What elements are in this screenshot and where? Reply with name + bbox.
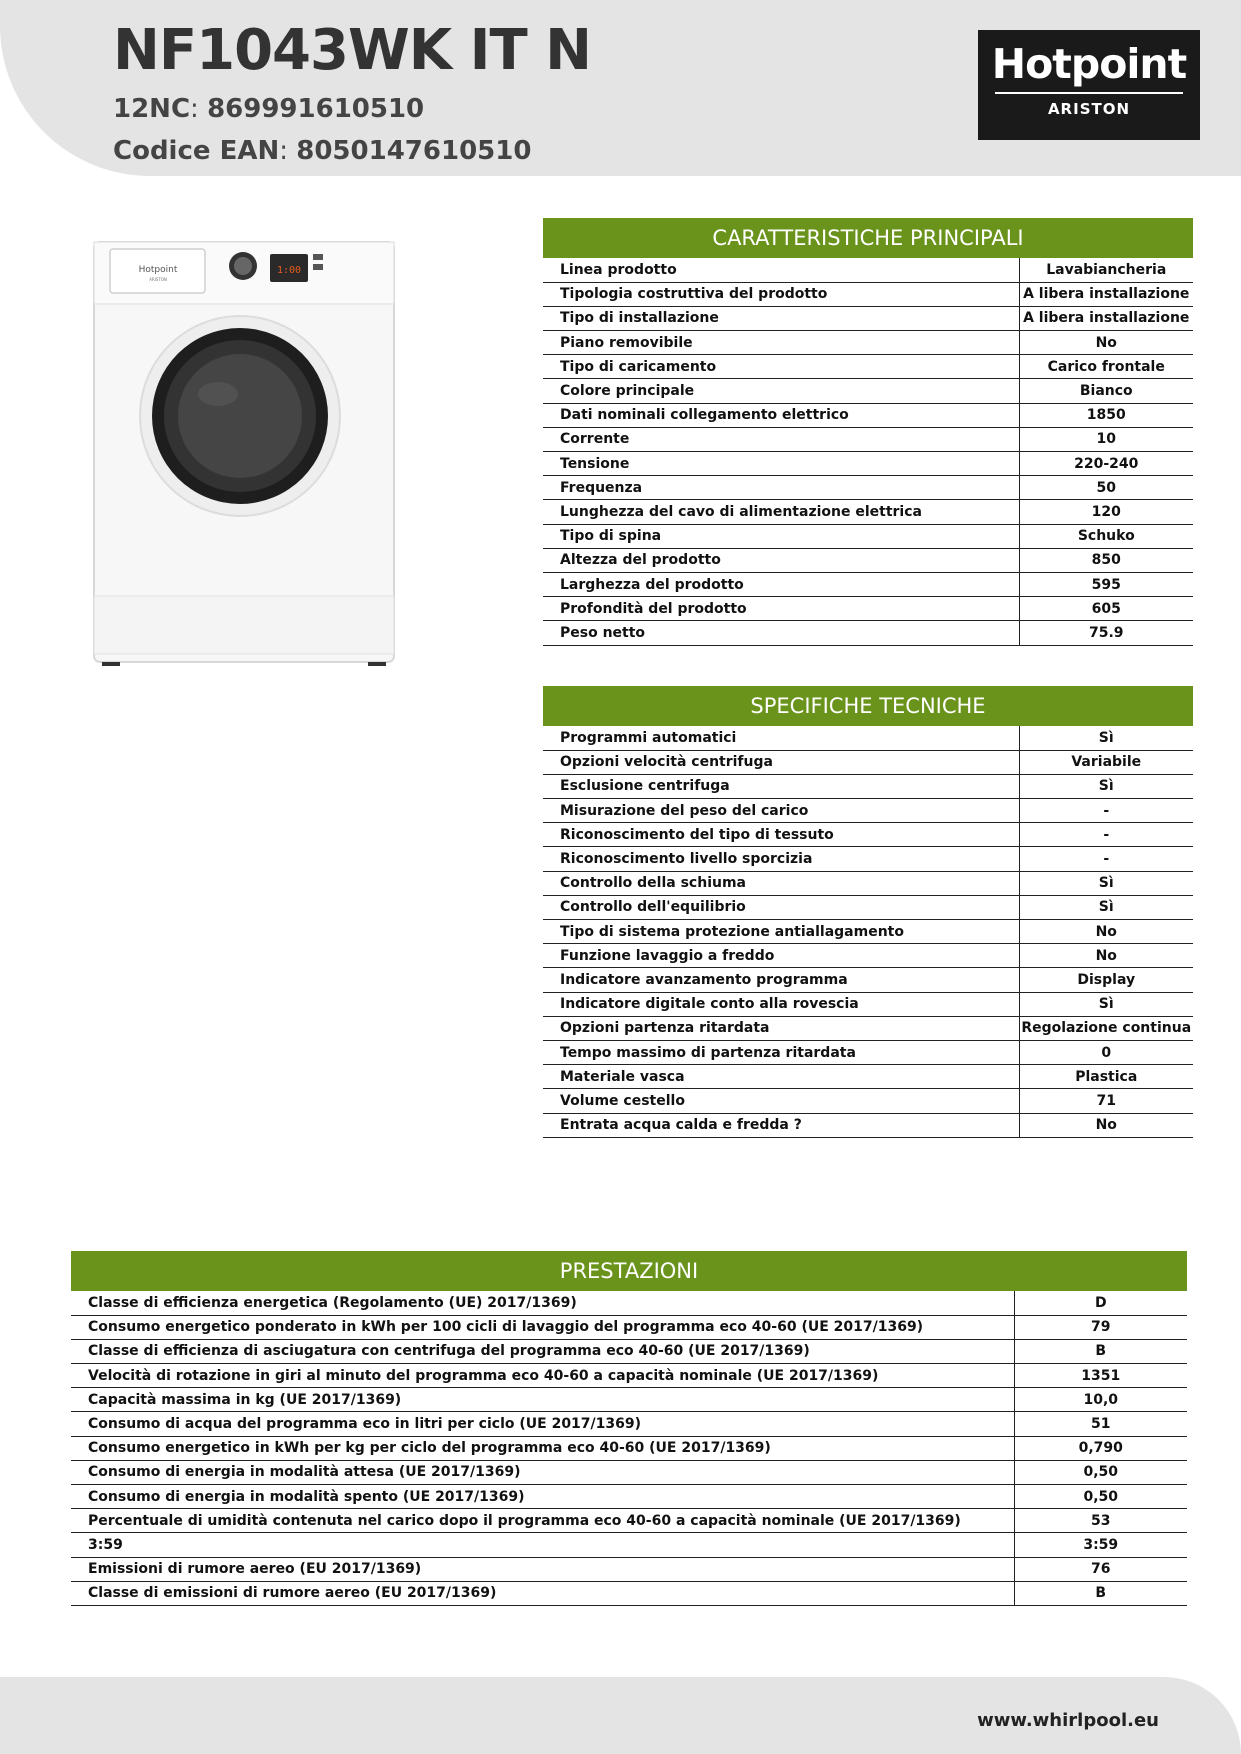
- row-label: Indicatore avanzamento programma: [543, 968, 1019, 992]
- row-label: Volume cestello: [543, 1089, 1019, 1113]
- row-label: Consumo di energia in modalità attesa (UE 2017/1369): [71, 1460, 1014, 1484]
- table-row: [71, 1364, 1187, 1388]
- row-value: -: [1019, 799, 1193, 823]
- row-value: No: [1019, 1113, 1193, 1137]
- table-row: [71, 1291, 1187, 1315]
- section-perf-title: PRESTAZIONI: [71, 1251, 1187, 1291]
- logo-sub: ARISTON: [1047, 100, 1131, 118]
- row-value: Sì: [1019, 992, 1193, 1016]
- row-value: No: [1019, 920, 1193, 944]
- row-label: Classe di emissioni di rumore aereo (EU 2017/1369): [71, 1581, 1014, 1605]
- section-tech-title: SPECIFICHE TECNICHE: [543, 686, 1193, 726]
- row-value: 0,50: [1014, 1460, 1187, 1484]
- row-label: Tipo di sistema protezione antiallagamento: [543, 920, 1019, 944]
- row-value: 75.9: [1019, 621, 1193, 645]
- ean-line: Codice EAN: 8050147610510: [113, 136, 532, 166]
- ean-value: 8050147610510: [296, 136, 532, 166]
- table-row: [543, 726, 1193, 750]
- row-label: Opzioni velocità centrifuga: [543, 750, 1019, 774]
- section-main: [543, 218, 1193, 646]
- row-label: Funzione lavaggio a freddo: [543, 944, 1019, 968]
- row-value: 50: [1019, 476, 1193, 500]
- table-row: [71, 1557, 1187, 1581]
- row-label: Tipologia costruttiva del prodotto: [543, 282, 1019, 306]
- table-row: [543, 1016, 1193, 1040]
- table-row: [543, 282, 1193, 306]
- row-value: Sì: [1019, 774, 1193, 798]
- row-value: Bianco: [1019, 379, 1193, 403]
- table-row: [71, 1485, 1187, 1509]
- row-value: Lavabiancheria: [1019, 258, 1193, 282]
- row-label: Tipo di installazione: [543, 306, 1019, 330]
- image-brand: Hotpoint: [138, 265, 178, 275]
- row-value: 10: [1019, 427, 1193, 451]
- row-value: D: [1014, 1291, 1187, 1315]
- table-row: [543, 258, 1193, 282]
- row-label: Colore principale: [543, 379, 1019, 403]
- row-value: 220-240: [1019, 452, 1193, 476]
- table-row: [543, 823, 1193, 847]
- row-value: A libera installazione: [1019, 282, 1193, 306]
- section-tech: [543, 686, 1193, 1138]
- table-row: [71, 1388, 1187, 1412]
- row-label: Controllo dell'equilibrio: [543, 895, 1019, 919]
- row-label: Percentuale di umidità contenuta nel carico dopo il programma eco 40-60 a capacità nominale (UE 2017/1369): [71, 1509, 1014, 1533]
- table-row: [71, 1533, 1187, 1557]
- row-label: 3:59: [71, 1533, 1014, 1557]
- row-label: Indicatore digitale conto alla rovescia: [543, 992, 1019, 1016]
- table-row: [543, 774, 1193, 798]
- washing-machine-image: [88, 234, 400, 670]
- row-label: Corrente: [543, 427, 1019, 451]
- row-label: Dati nominali collegamento elettrico: [543, 403, 1019, 427]
- row-value: Sì: [1019, 871, 1193, 895]
- row-value: 1351: [1014, 1364, 1187, 1388]
- row-value: B: [1014, 1339, 1187, 1363]
- table-row: [543, 992, 1193, 1016]
- row-label: Frequenza: [543, 476, 1019, 500]
- row-value: 10,0: [1014, 1388, 1187, 1412]
- row-value: 0: [1019, 1040, 1193, 1064]
- row-value: 0,790: [1014, 1436, 1187, 1460]
- table-row: [543, 427, 1193, 451]
- row-label: Larghezza del prodotto: [543, 572, 1019, 596]
- row-label: Opzioni partenza ritardata: [543, 1016, 1019, 1040]
- table-row: [71, 1315, 1187, 1339]
- row-label: Classe di efficienza energetica (Regolamento (UE) 2017/1369): [71, 1291, 1014, 1315]
- row-label: Altezza del prodotto: [543, 548, 1019, 572]
- row-label: Emissioni di rumore aereo (EU 2017/1369): [71, 1557, 1014, 1581]
- row-value: 120: [1019, 500, 1193, 524]
- logo-brand: Hotpoint: [991, 40, 1187, 88]
- row-label: Consumo di acqua del programma eco in litri per ciclo (UE 2017/1369): [71, 1412, 1014, 1436]
- table-row: [543, 621, 1193, 645]
- table-row: [543, 572, 1193, 596]
- row-value: 76: [1014, 1557, 1187, 1581]
- row-value: 1850: [1019, 403, 1193, 427]
- row-value: Sì: [1019, 726, 1193, 750]
- section-perf: [71, 1251, 1187, 1606]
- nc-label: 12NC: [113, 94, 191, 124]
- row-value: Variabile: [1019, 750, 1193, 774]
- tech-table: [543, 726, 1193, 1138]
- row-value: 3:59: [1014, 1533, 1187, 1557]
- table-row: [543, 750, 1193, 774]
- table-row: [543, 403, 1193, 427]
- row-label: Profondità del prodotto: [543, 597, 1019, 621]
- row-label: Materiale vasca: [543, 1065, 1019, 1089]
- table-row: [71, 1509, 1187, 1533]
- table-row: [71, 1436, 1187, 1460]
- row-label: Lunghezza del cavo di alimentazione elettrica: [543, 500, 1019, 524]
- ean-label: Codice EAN: [113, 136, 280, 166]
- row-value: -: [1019, 847, 1193, 871]
- row-label: Tipo di spina: [543, 524, 1019, 548]
- image-display: 1:00: [276, 265, 302, 276]
- row-label: Programmi automatici: [543, 726, 1019, 750]
- row-value: Carico frontale: [1019, 355, 1193, 379]
- row-label: Riconoscimento livello sporcizia: [543, 847, 1019, 871]
- table-row: [543, 476, 1193, 500]
- row-value: B: [1014, 1581, 1187, 1605]
- table-row: [543, 331, 1193, 355]
- nc-value: 869991610510: [207, 94, 425, 124]
- row-label: Tensione: [543, 452, 1019, 476]
- row-value: Regolazione continua: [1019, 1016, 1193, 1040]
- row-label: Peso netto: [543, 621, 1019, 645]
- row-label: Classe di efficienza di asciugatura con centrifuga del programma eco 40-60 (UE 2017/1369): [71, 1339, 1014, 1363]
- perf-table: [71, 1291, 1187, 1606]
- table-row: [543, 968, 1193, 992]
- row-label: Entrata acqua calda e fredda ?: [543, 1113, 1019, 1137]
- table-row: [543, 944, 1193, 968]
- row-value: 53: [1014, 1509, 1187, 1533]
- row-value: -: [1019, 823, 1193, 847]
- table-row: [543, 548, 1193, 572]
- table-row: [71, 1412, 1187, 1436]
- row-label: Linea prodotto: [543, 258, 1019, 282]
- table-row: [71, 1581, 1187, 1605]
- product-title: NF1043WK IT N: [113, 18, 592, 83]
- row-value: No: [1019, 331, 1193, 355]
- table-row: [543, 847, 1193, 871]
- row-label: Capacità massima in kg (UE 2017/1369): [71, 1388, 1014, 1412]
- table-row: [543, 1065, 1193, 1089]
- table-row: [71, 1460, 1187, 1484]
- footer-url[interactable]: www.whirlpool.eu: [977, 1710, 1159, 1731]
- row-label: Consumo di energia in modalità spento (UE 2017/1369): [71, 1485, 1014, 1509]
- table-row: [543, 1113, 1193, 1137]
- table-row: [71, 1339, 1187, 1363]
- row-label: Piano removibile: [543, 331, 1019, 355]
- table-row: [543, 306, 1193, 330]
- row-label: Esclusione centrifuga: [543, 774, 1019, 798]
- row-value: A libera installazione: [1019, 306, 1193, 330]
- logo-rule: [995, 92, 1183, 94]
- row-value: No: [1019, 944, 1193, 968]
- table-row: [543, 920, 1193, 944]
- table-row: [543, 1089, 1193, 1113]
- section-main-title: CARATTERISTICHE PRINCIPALI: [543, 218, 1193, 258]
- row-label: Velocità di rotazione in giri al minuto del programma eco 40-60 a capacità nominale (UE 2017/1369): [71, 1364, 1014, 1388]
- row-label: Tipo di caricamento: [543, 355, 1019, 379]
- image-brand-sub: ARISTON: [149, 277, 167, 282]
- table-row: [543, 895, 1193, 919]
- row-value: Schuko: [1019, 524, 1193, 548]
- main-table: [543, 258, 1193, 646]
- row-value: 79: [1014, 1315, 1187, 1339]
- table-row: [543, 500, 1193, 524]
- table-row: [543, 597, 1193, 621]
- row-value: 0,50: [1014, 1485, 1187, 1509]
- table-row: [543, 452, 1193, 476]
- row-value: Display: [1019, 968, 1193, 992]
- hotpoint-logo: [978, 30, 1200, 140]
- table-row: [543, 871, 1193, 895]
- row-label: Controllo della schiuma: [543, 871, 1019, 895]
- row-label: Consumo energetico in kWh per kg per ciclo del programma eco 40-60 (UE 2017/1369): [71, 1436, 1014, 1460]
- nc-line: 12NC: 869991610510: [113, 94, 425, 124]
- row-value: 850: [1019, 548, 1193, 572]
- row-label: Misurazione del peso del carico: [543, 799, 1019, 823]
- row-value: 595: [1019, 572, 1193, 596]
- row-label: Riconoscimento del tipo di tessuto: [543, 823, 1019, 847]
- table-row: [543, 799, 1193, 823]
- row-value: Sì: [1019, 895, 1193, 919]
- row-value: Plastica: [1019, 1065, 1193, 1089]
- table-row: [543, 1040, 1193, 1064]
- table-row: [543, 355, 1193, 379]
- row-value: 51: [1014, 1412, 1187, 1436]
- table-row: [543, 524, 1193, 548]
- row-value: 71: [1019, 1089, 1193, 1113]
- row-label: Tempo massimo di partenza ritardata: [543, 1040, 1019, 1064]
- row-label: Consumo energetico ponderato in kWh per 100 cicli di lavaggio del programma eco 40-60 (UE 2017/1369): [71, 1315, 1014, 1339]
- row-value: 605: [1019, 597, 1193, 621]
- table-row: [543, 379, 1193, 403]
